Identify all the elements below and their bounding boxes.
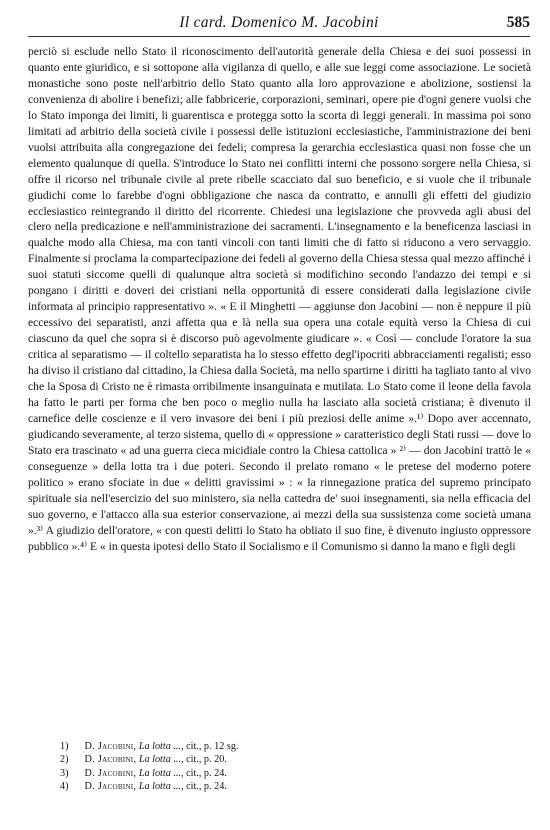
footnote-title: La lotta ..., xyxy=(138,781,184,793)
footnote-reference: cit., p. 20. xyxy=(186,754,227,766)
footnote-number: 3) xyxy=(60,767,69,779)
footnote-title: La lotta ..., xyxy=(138,767,184,779)
footnote-title: La lotta ..., xyxy=(138,741,184,752)
page-header xyxy=(28,14,530,37)
running-title: Il card. Domenico M. Jacobini xyxy=(179,14,379,31)
footnote-reference: cit., p. 24. xyxy=(186,781,227,793)
footnote xyxy=(60,753,480,766)
footnote-author: D. Jacobini, xyxy=(84,741,137,752)
footnote-title: La lotta ..., xyxy=(138,754,184,766)
footnote xyxy=(60,767,480,780)
footnote-author: D. Jacobini, xyxy=(84,781,137,793)
footnote xyxy=(60,740,480,753)
footnote-reference: cit., p. 24. xyxy=(186,767,227,779)
footnote-reference: cit., p. 12 sg. xyxy=(186,741,239,752)
footnote-author: D. Jacobini, xyxy=(84,767,137,779)
footnote-number: 1) xyxy=(60,741,69,752)
body-text: perciò si esclude nello Stato il riconoscimento dell'autorità generale della Chiesa e dei suoi possessi in quanto ente giuridico, e si sottopone alla vigilanza di quello, e alle sue leggi come associazione. Le società monastiche sono poste nell'arbitrio dello Stato quanto alla loro approvazione e abolizione, sostiensi la convenienza di abolire i benefizi; alle fabbricerie, corporazioni, seminari, opere pie d'ogni genere vuolsi che lo Stato imponga dei limiti, li guarentisca e protegga sotto la scorta di leggi generali. In massima poi sono limitati ad arbitrio della società civile i possessi delle istituzioni ecclesiastiche, l'amministrazione dei beni vuolsi attribuita alla congregazione dei fedeli; compresa la gerarchia ecclesiastica quasi non fosse che un elemento qualunque di quella. S'introduce lo Stato nei conflitti interni che possono sorgere nella Chiesa, si offre il ricorso nel tribunale civile al prete ribelle scacciato dal suo beneficio, e si vuole che il tribunale giudichi come lo farebbe d'ogni obbligazione che nasca da contratto, e annulli gli effetti del giudizio ecclesiastico reintegrando il diritto del ricorrente. Chiedesi una legislazione che provveda agli abusi del clero nella predicazione e nell'amministrazione dei sacramenti. L'insegnamento e la beneficenza lasciasi in qualche modo alla Chiesa, ma con tanti vincoli con tanti limiti che di fatto si riducono a vero servaggio. Finalmente si proclama la compartecipazione dei fedeli al governo della Chiesa stessa qual mezzo affinché i suoi statuti siccome quelli di qualunque altra società si modifichino secondo l'andazzo dei tempi e si pongano i diritti e doveri dei cristiani nella opportunità di essere considerati dalla legislazione civile informata al principio rappresentativo ». « E il Minghetti — aggiunse don Jacobini — non è neppure il più eccessivo dei separatisti, anzi affetta qua e là nella sua opera una cotale equità verso la Chiesa di cui ciascuno da quel che sopra si è discorso può agevolmente giudicare ». « Così — conclude l'oratore la sua critica al separatismo — il coltello separatista ha lo stesso effetto degl'ipocriti abbracciamenti regalisti; esso ha diviso il cristiano dal cittadino, la Chiesa dalla Società, ma nello spartirne i diritti ha tagliato tanto al vivo che la Sposa di Cristo ne è rimasta orribilmente insanguinata e mutilata. Lo Stato come il leone della favola ha fatto le parti per forma che ben poco o meglio nulla ha lasciato alla società cristiana; è divenuto il carnefice delle coscienze e il vero invasore dei beni i più preziosi delle anime ».¹⁾ Dopo aver accennato, giudicando severamente, al terzo sistema, quello di « oppressione » caratteristico degli Stati russi — dove lo Stato era trascinato « ad una guerra cieca micidiale contro la Chiesa cattolica » ²⁾ — don Jacobini trattò le « conseguenze » della lotta tra i due poteri. Secondo il prelato romano « le pretese del moderno potere politico » erano sfociate in due « delitti gravissimi » : « la rinnegazione pratica del supremo principato spirituale sia nell'esercizio del suo ministero, sia nella cattedra de' suoi insegnamenti, sia nella efficacia del suo governo, e l'attacco alla sua esterior conservazione, ai mezzi della sua sussistenza come società umana ».³⁾ A giudizio dell'oratore, « con questi delitti lo Stato ha obliato il suo fine, è divenuto ingiusto oppressore pubblico ».⁴⁾ E « in questa ipotesi dello Stato il Socialismo e il Comunismo si danno la mano e figli degli xyxy=(28,45,531,553)
footnotes xyxy=(60,740,480,794)
footnote-number: 4) xyxy=(60,781,69,793)
footnote-author: D. Jacobini, xyxy=(84,754,137,766)
page-number: 585 xyxy=(506,14,530,31)
footnote xyxy=(60,780,480,793)
footnote-number: 2) xyxy=(60,754,69,766)
